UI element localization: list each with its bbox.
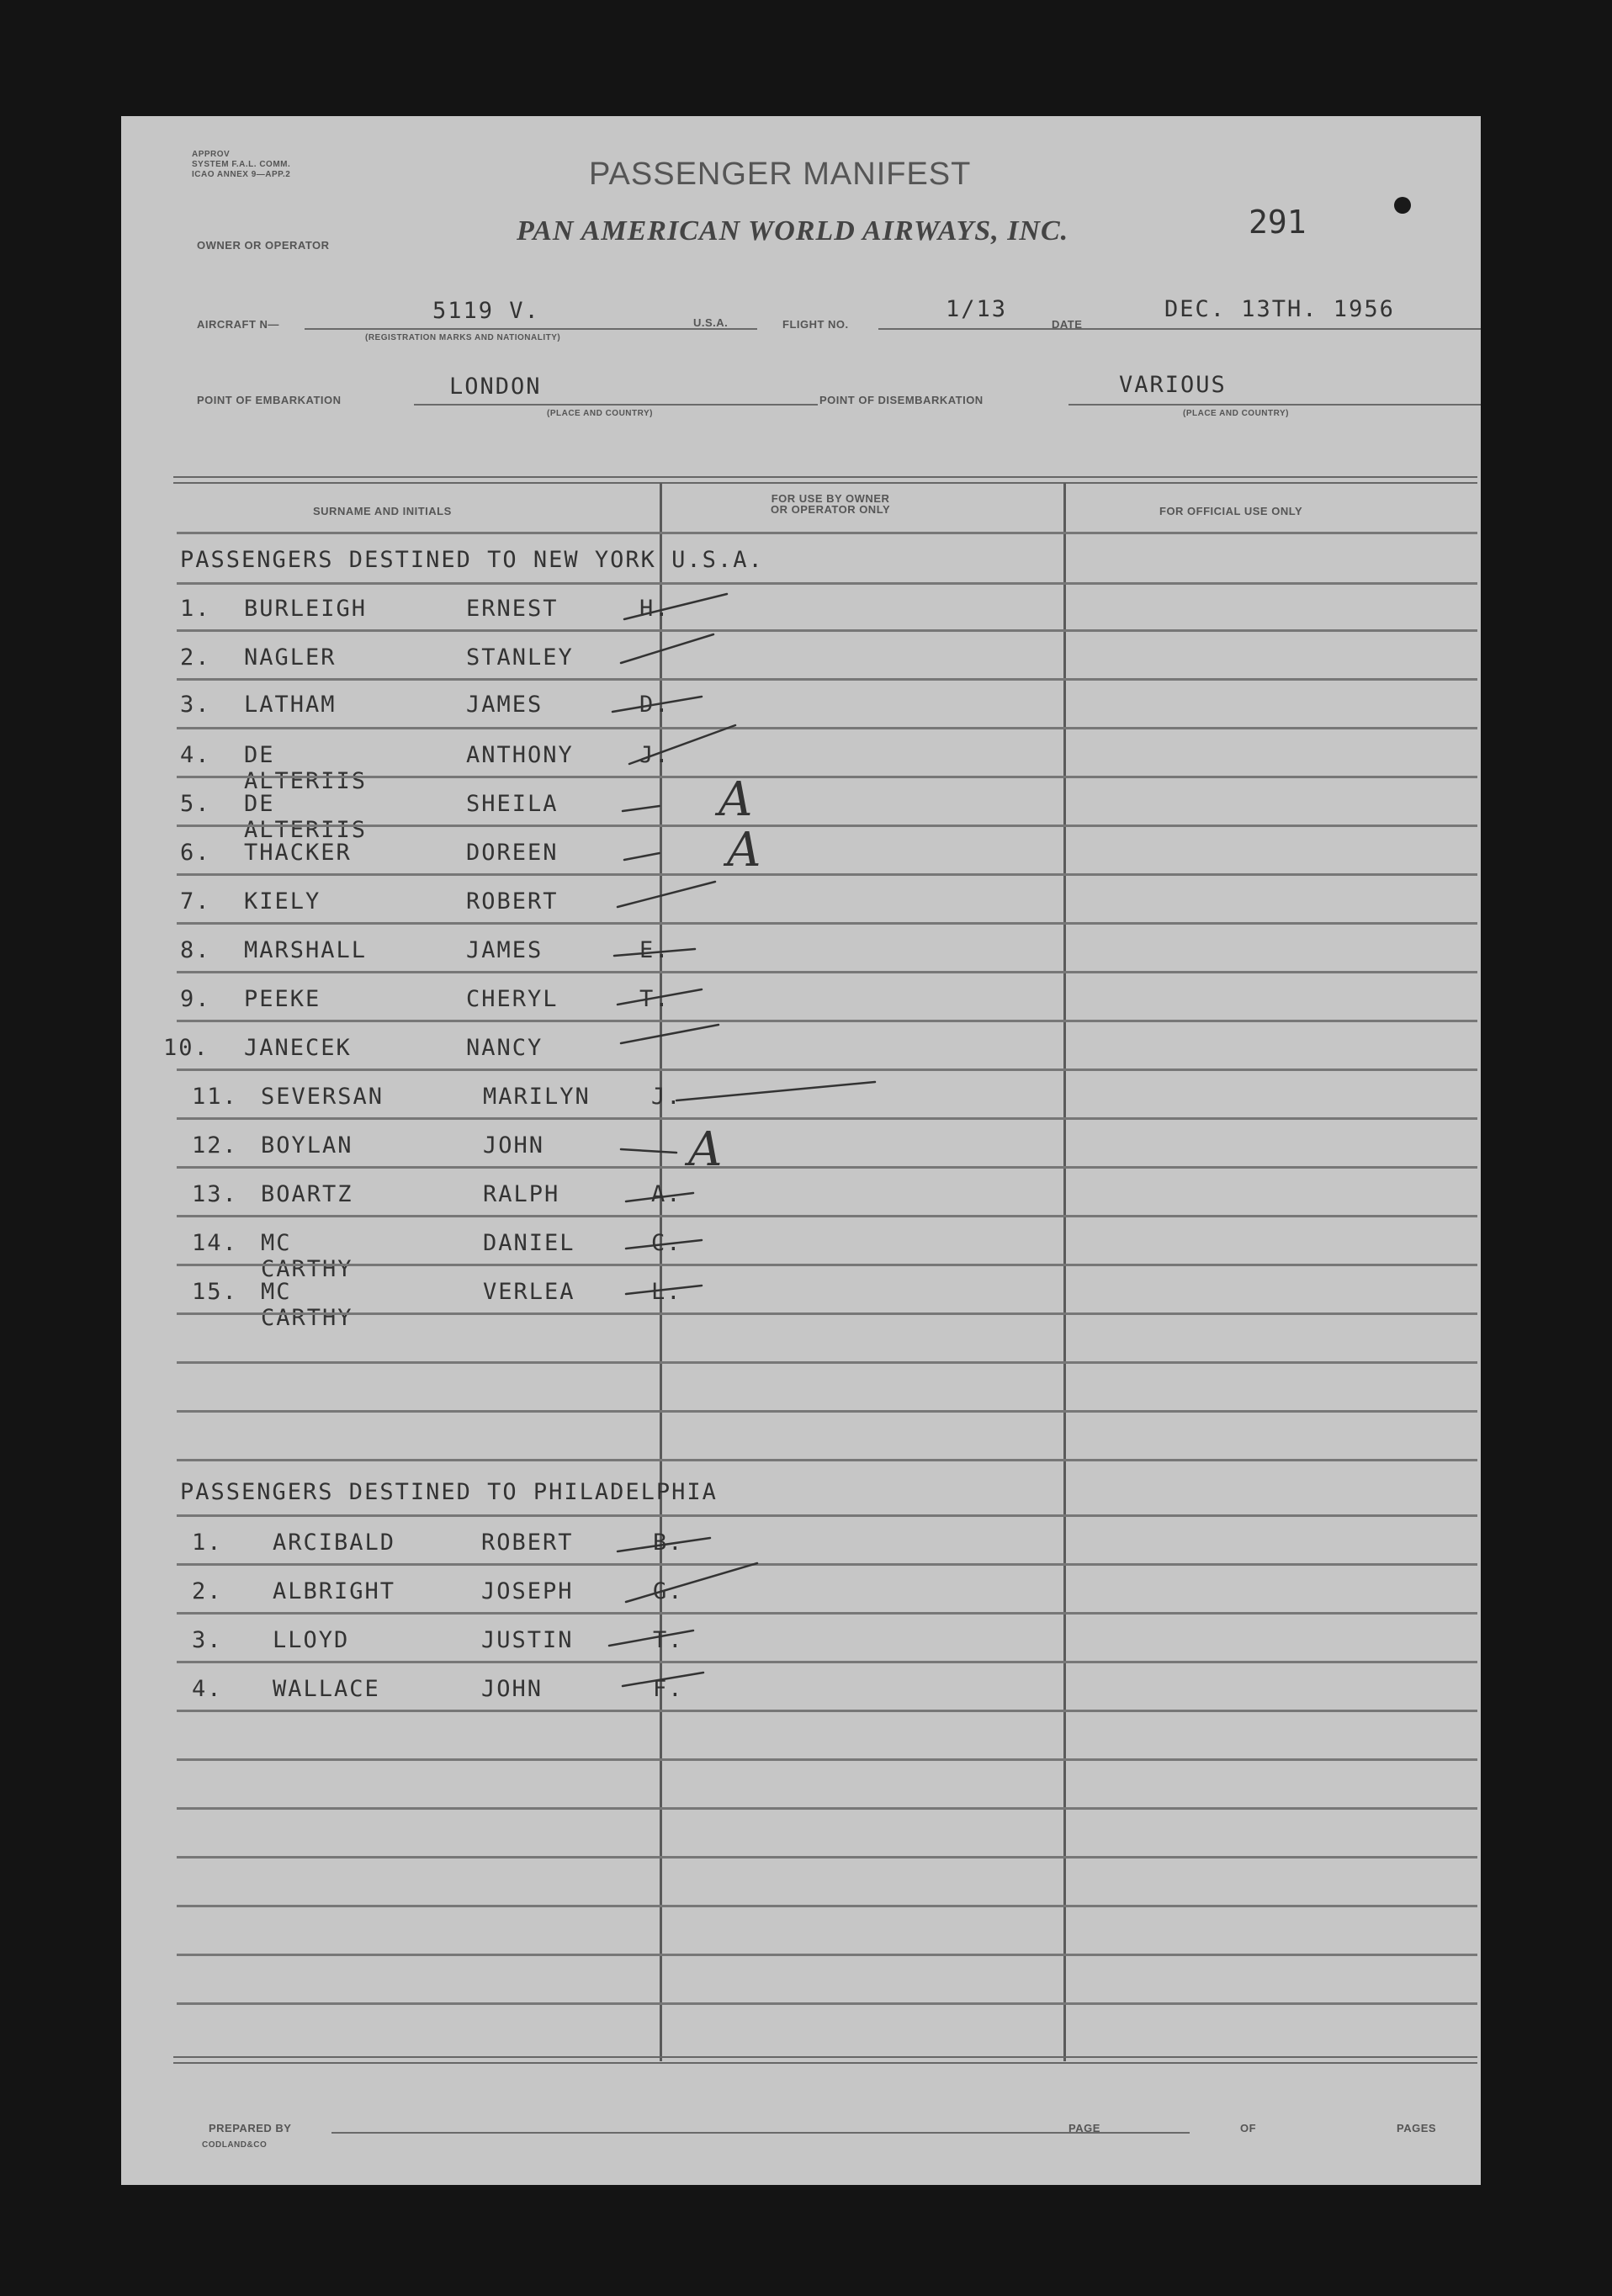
col-header-surname: SURNAME AND INITIALS xyxy=(313,505,452,517)
passenger-number: 1. xyxy=(192,1530,223,1556)
passenger-number: 2. xyxy=(180,644,211,671)
passenger-surname: PEEKE xyxy=(244,986,321,1012)
check-stroke xyxy=(618,989,702,1005)
passenger-number: 15. xyxy=(192,1279,238,1305)
passenger-initial: D. xyxy=(639,692,671,718)
check-stroke xyxy=(618,882,715,907)
disembark-label: POINT OF DISEMBARKATION xyxy=(819,394,984,406)
form-title: PASSENGER MANIFEST xyxy=(589,156,972,192)
handwritten-mark: A xyxy=(719,772,753,827)
embark-value: LONDON xyxy=(449,374,542,400)
passenger-number: 5. xyxy=(180,791,211,817)
passenger-surname: DE ALTERIIS xyxy=(244,791,368,843)
passenger-first-name: VERLEA xyxy=(483,1279,575,1305)
passenger-number: 4. xyxy=(192,1676,223,1702)
check-stroke xyxy=(626,1286,702,1294)
check-stroke xyxy=(621,1025,719,1043)
date-label: DATE xyxy=(1052,318,1083,331)
passenger-initial: E. xyxy=(639,937,671,963)
prepared-by-label: PREPARED BY xyxy=(209,2122,292,2134)
passenger-number: 8. xyxy=(180,937,211,963)
passenger-initial: F. xyxy=(653,1676,684,1702)
approval-line: SYSTEM F.A.L. COMM. xyxy=(192,160,291,169)
col-header-owner-line: FOR USE BY OWNER xyxy=(771,492,890,505)
passenger-number: 3. xyxy=(180,692,211,718)
passenger-surname: MC CARTHY xyxy=(261,1279,353,1331)
passenger-first-name: SHEILA xyxy=(466,791,559,817)
of-label: OF xyxy=(1240,2122,1257,2134)
printer-mark: CODLAND&CO xyxy=(202,2140,268,2150)
passenger-surname: ALBRIGHT xyxy=(273,1578,396,1604)
disembark-value: VARIOUS xyxy=(1119,372,1227,398)
passenger-initial: J. xyxy=(651,1084,682,1110)
flight-label: FLIGHT NO. xyxy=(782,318,849,331)
passenger-number: 9. xyxy=(180,986,211,1012)
check-stroke xyxy=(614,949,695,956)
passenger-first-name: JOHN xyxy=(483,1132,545,1159)
check-stroke xyxy=(626,1240,702,1249)
check-stroke xyxy=(629,725,735,764)
passenger-number: 12. xyxy=(192,1132,238,1159)
passenger-initial: G. xyxy=(653,1578,684,1604)
passenger-number: 2. xyxy=(192,1578,223,1604)
passenger-number: 7. xyxy=(180,888,211,915)
disembark-caption: (PLACE AND COUNTRY) xyxy=(1183,409,1289,418)
passenger-surname: LLOYD xyxy=(273,1627,350,1653)
passenger-first-name: DOREEN xyxy=(466,840,559,866)
passenger-surname: DE ALTERIIS xyxy=(244,742,368,794)
passenger-surname: BOYLAN xyxy=(261,1132,353,1159)
passenger-surname: SEVERSAN xyxy=(261,1084,384,1110)
manifest-sheet xyxy=(121,116,1481,2185)
passenger-number: 6. xyxy=(180,840,211,866)
passenger-first-name: MARILYN xyxy=(483,1084,591,1110)
passenger-number: 1. xyxy=(180,596,211,622)
passenger-first-name: STANLEY xyxy=(466,644,574,671)
date-value: DEC. 13TH. 1956 xyxy=(1164,296,1395,322)
flight-value: 1/13 xyxy=(946,296,1008,322)
passenger-first-name: JOHN xyxy=(481,1676,544,1702)
usa-label: U.S.A. xyxy=(693,316,729,329)
passenger-surname: LATHAM xyxy=(244,692,337,718)
passenger-number: 14. xyxy=(192,1230,238,1256)
check-stroke xyxy=(612,697,702,712)
passenger-first-name: JOSEPH xyxy=(481,1578,574,1604)
aircraft-label: AIRCRAFT N— xyxy=(197,318,279,331)
passenger-first-name: ROBERT xyxy=(481,1530,574,1556)
passenger-surname: ARCIBALD xyxy=(273,1530,396,1556)
aircraft-value: 5119 V. xyxy=(432,298,540,324)
passenger-first-name: RALPH xyxy=(483,1181,560,1207)
passenger-initial: L. xyxy=(651,1279,682,1305)
airline-name: PAN AMERICAN WORLD AIRWAYS, INC. xyxy=(517,215,1069,247)
passenger-surname: NAGLER xyxy=(244,644,337,671)
handwritten-mark: A xyxy=(727,823,761,878)
passenger-number: 11. xyxy=(192,1084,238,1110)
check-stroke xyxy=(623,1673,703,1686)
passenger-first-name: ANTHONY xyxy=(466,742,574,768)
check-stroke xyxy=(624,853,660,860)
approval-line: APPROV xyxy=(192,150,231,159)
embark-caption: (PLACE AND COUNTRY) xyxy=(547,409,653,418)
passenger-surname: JANECEK xyxy=(244,1035,352,1061)
passenger-first-name: ERNEST xyxy=(466,596,559,622)
passenger-initial: B. xyxy=(653,1530,684,1556)
passenger-first-name: NANCY xyxy=(466,1035,544,1061)
passenger-initial: T. xyxy=(653,1627,684,1653)
passenger-surname: MARSHALL xyxy=(244,937,368,963)
section-heading-new-york: PASSENGERS DESTINED TO NEW YORK U.S.A. xyxy=(180,547,764,573)
section-heading-philadelphia: PASSENGERS DESTINED TO PHILADELPHIA xyxy=(180,1479,718,1505)
prepared-by-underline xyxy=(331,2132,1190,2134)
passenger-initial: J. xyxy=(639,742,671,768)
approval-line: ICAO ANNEX 9—APP.2 xyxy=(192,170,291,179)
check-stroke xyxy=(626,1193,693,1201)
passenger-surname: THACKER xyxy=(244,840,352,866)
owner-label: OWNER OR OPERATOR xyxy=(197,239,330,252)
check-stroke xyxy=(618,1538,710,1551)
embark-label: POINT OF EMBARKATION xyxy=(197,394,342,406)
page-label: PAGE xyxy=(1068,2122,1100,2134)
passenger-number: 10. xyxy=(163,1035,209,1061)
col-header-owner-line: OR OPERATOR ONLY xyxy=(771,503,891,516)
check-stroke xyxy=(676,1082,875,1100)
passenger-number: 3. xyxy=(192,1627,223,1653)
passenger-surname: MC CARTHY xyxy=(261,1230,353,1282)
handwritten-check-marks xyxy=(121,116,1481,2185)
passenger-first-name: JAMES xyxy=(466,937,544,963)
passenger-first-name: CHERYL xyxy=(466,986,559,1012)
check-stroke xyxy=(609,1631,693,1646)
passenger-initial: T. xyxy=(639,986,671,1012)
check-stroke xyxy=(626,1563,757,1602)
handwritten-mark: A xyxy=(688,1122,723,1177)
check-stroke xyxy=(624,594,727,619)
pages-label: PAGES xyxy=(1397,2122,1437,2134)
passenger-first-name: JUSTIN xyxy=(481,1627,574,1653)
page-number: 291 xyxy=(1249,204,1307,241)
passenger-number: 13. xyxy=(192,1181,238,1207)
passenger-initial: H. xyxy=(639,596,671,622)
passenger-number: 4. xyxy=(180,742,211,768)
registration-caption: (REGISTRATION MARKS AND NATIONALITY) xyxy=(365,333,561,342)
passenger-surname: KIELY xyxy=(244,888,321,915)
passenger-initial: C. xyxy=(651,1230,682,1256)
passenger-surname: WALLACE xyxy=(273,1676,380,1702)
passenger-surname: BURLEIGH xyxy=(244,596,368,622)
check-stroke xyxy=(621,634,713,663)
col-header-official: FOR OFFICIAL USE ONLY xyxy=(1159,505,1303,517)
passenger-first-name: DANIEL xyxy=(483,1230,575,1256)
check-stroke xyxy=(623,806,660,811)
passenger-first-name: JAMES xyxy=(466,692,544,718)
passenger-initial: A. xyxy=(651,1181,682,1207)
passenger-first-name: ROBERT xyxy=(466,888,559,915)
passenger-surname: BOARTZ xyxy=(261,1181,353,1207)
check-stroke xyxy=(621,1149,676,1153)
